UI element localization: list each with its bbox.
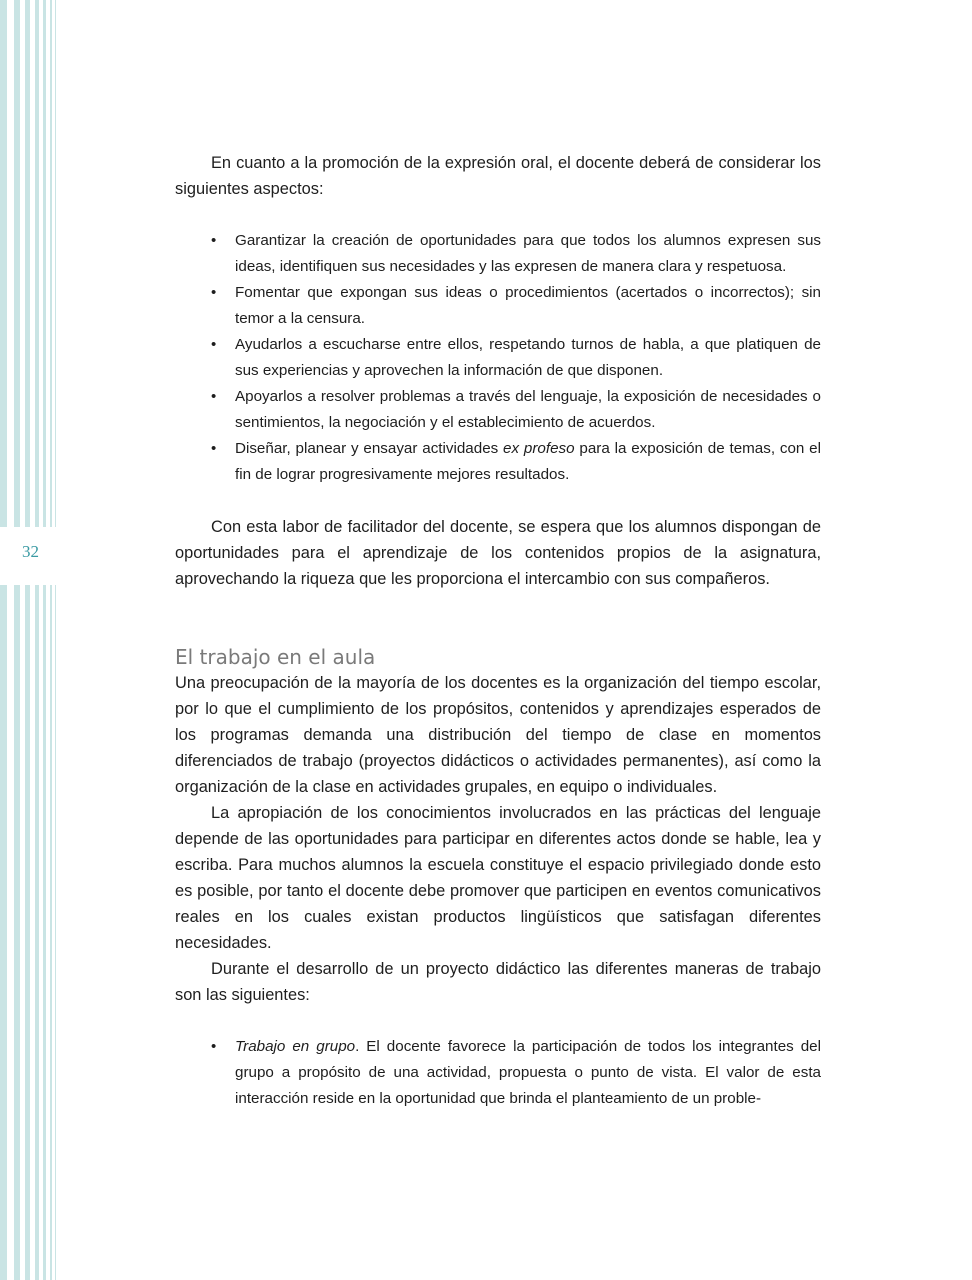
list-item-text-end: para la exposición de temas, con el fin de lograr progresivamente mejores resultados. <box>235 440 821 483</box>
bullet-icon: • <box>211 1038 217 1055</box>
list-item-text: Garantizar la creación de oportunidades para que todos los alumnos expresen sus ideas, identifiquen sus necesidades y las expresen de manera clara y respetuosa. <box>235 232 821 275</box>
list-item-text: Apoyarlos a resolver problemas a través del lenguaje, la exposición de necesidades o sentimientos, la negociación y el establecimiento de acuerdos. <box>235 388 821 431</box>
list-item <box>175 228 821 280</box>
oral-expression-aspects-list <box>175 228 821 488</box>
list-item <box>175 384 821 436</box>
list-item-emphasis: ex profeso <box>503 440 575 457</box>
page-number: 32 <box>22 542 39 561</box>
margin-stripe <box>55 0 56 1280</box>
list-item-text-start: Diseñar, planear y ensayar actividades <box>235 440 504 457</box>
bullet-icon: • <box>211 388 217 405</box>
decorative-margin-stripes <box>0 0 60 1280</box>
intro-paragraph: En cuanto a la promoción de la expresión oral, el docente deberá de considerar los siguientes aspectos: <box>175 154 821 198</box>
margin-stripe <box>25 0 30 1280</box>
facilitator-paragraph: Con esta labor de facilitador del docente, se espera que los alumnos dispongan de oportunidades para el aprendizaje de los contenidos propios de la asignatura, aprovechando la riqueza que les proporciona el intercambio con sus compañeros. <box>175 518 821 588</box>
bullet-icon: • <box>211 440 217 457</box>
page-content <box>175 150 821 1112</box>
section-paragraph: Una preocupación de la mayoría de los docentes es la organización del tiempo escolar, por lo que el cumplimiento de los propósitos, contenidos y aprendizajes esperados de los programas demanda una distribución del tiempo de clase en momentos diferenciados de trabajo (proyectos didácticos o actividades permanentes), así como la organización de la clase en actividades grupales, en equipo o individuales. <box>175 674 821 796</box>
bullet-icon: • <box>211 284 217 301</box>
work-modes-list <box>175 1034 821 1112</box>
list-item-text: Ayudarlos a escucharse entre ellos, respetando turnos de habla, a que platiquen de sus experiencias y aprovechen la información de que disponen. <box>235 336 821 379</box>
list-item <box>175 280 821 332</box>
list-item <box>175 332 821 384</box>
list-item <box>175 436 821 488</box>
margin-stripe <box>50 0 52 1280</box>
margin-stripe <box>14 0 20 1280</box>
section-paragraph: Durante el desarrollo de un proyecto didáctico las diferentes maneras de trabajo son las siguientes: <box>175 960 821 1004</box>
margin-stripe <box>43 0 46 1280</box>
list-item-text: Fomentar que expongan sus ideas o procedimientos (acertados o incorrectos); sin temor a la censura. <box>235 284 821 327</box>
margin-stripe <box>35 0 39 1280</box>
section-heading: El trabajo en el aula <box>175 645 376 669</box>
margin-stripe <box>0 0 7 1280</box>
section-paragraph: La apropiación de los conocimientos involucrados en las prácticas del lenguaje depende de las oportunidades para participar en diferentes actos donde se hable, lea y escriba. Para muchos alumnos la escuela constituye el espacio privilegiado donde esto es posible, por tanto el docente debe promover que participen en eventos comunicativos reales en los cuales existan productos lingüísticos que satisfagan diferentes necesidades. <box>175 804 821 952</box>
work-mode-text: . El docente favorece la participación de todos los integrantes del grupo a propósito de una actividad, propuesta o punto de vista. El valor de esta interacción reside en la oportunidad que brinda el planteamiento de un proble- <box>235 1038 821 1107</box>
bullet-icon: • <box>211 232 217 249</box>
bullet-icon: • <box>211 336 217 353</box>
work-mode-title: Trabajo en grupo <box>235 1038 356 1055</box>
list-item <box>175 1034 821 1112</box>
